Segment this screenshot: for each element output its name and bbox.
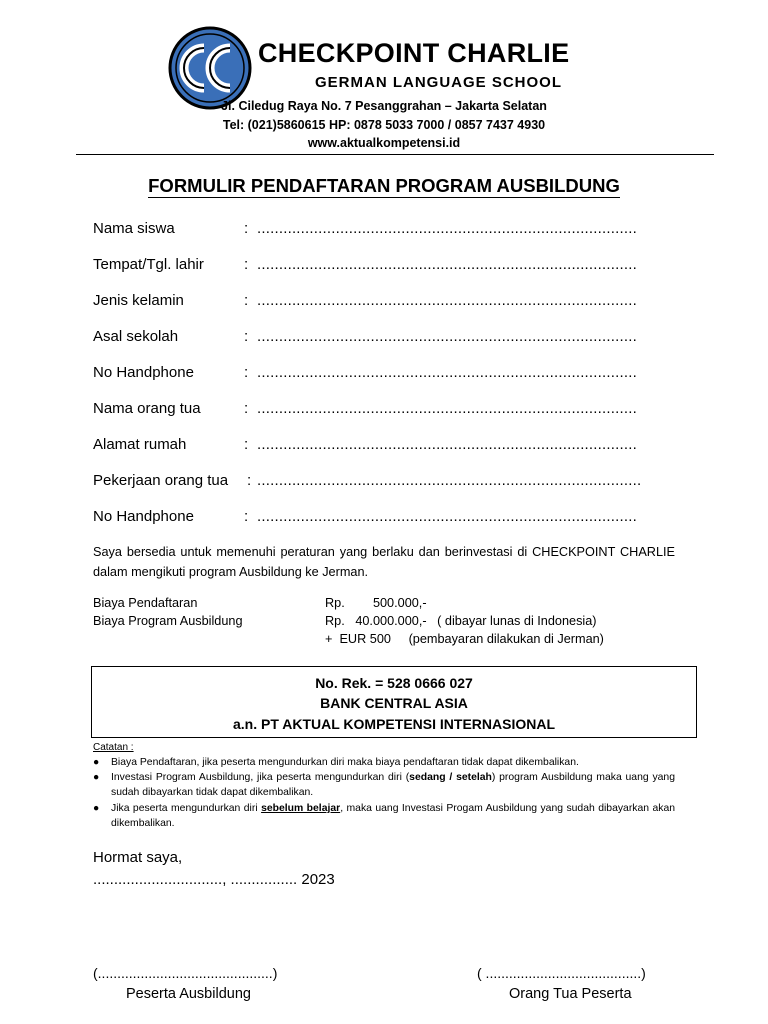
fee-program-amount: Rp. 40.000.000,- ( dibayar lunas di Indonesia)	[325, 614, 597, 628]
field-blank[interactable]: .......................................................................................	[257, 256, 637, 273]
field-colon: :	[244, 220, 249, 237]
bank-name: BANK CENTRAL ASIA	[320, 695, 468, 711]
field-colon: :	[244, 436, 249, 453]
school-subtitle: GERMAN LANGUAGE SCHOOL	[315, 74, 562, 91]
note-item	[93, 802, 675, 831]
closing-greeting: Hormat saya,	[93, 849, 183, 866]
field-label: No Handphone	[93, 508, 194, 525]
note-item	[93, 771, 675, 800]
field-blank[interactable]: .......................................................................................	[257, 400, 637, 417]
cc-logo-icon	[168, 26, 252, 110]
field-label: No Handphone	[93, 364, 194, 381]
field-colon: :	[244, 508, 249, 525]
signature-name-right: Orang Tua Peserta	[509, 986, 632, 1002]
fee-registration-amount: Rp. 500.000,-	[325, 596, 427, 610]
field-label: Pekerjaan orang tua	[93, 472, 229, 489]
field-colon: :	[247, 472, 252, 489]
field-blank[interactable]: .......................................................................................	[257, 364, 637, 381]
field-label: Alamat rumah	[93, 436, 187, 453]
field-blank[interactable]: ........................................................................................	[257, 472, 642, 489]
field-blank[interactable]: .......................................................................................	[257, 436, 637, 453]
field-blank[interactable]: .......................................................................................	[257, 292, 637, 309]
bullet-icon: ●	[93, 803, 100, 814]
field-asal-sekolah[interactable]	[93, 328, 653, 350]
form-title: FORMULIR PENDAFTARAN PROGRAM AUSBILDUNG	[148, 175, 620, 196]
field-colon: :	[244, 256, 249, 273]
field-no-handphone-orang-tua[interactable]	[93, 508, 653, 530]
field-label: Nama orang tua	[93, 400, 201, 417]
fee-program-extra: + EUR 500 (pembayaran dilakukan di Jerman)	[325, 632, 604, 646]
note-item	[93, 756, 675, 771]
bullet-icon: ●	[93, 757, 100, 768]
field-label: Jenis kelamin	[93, 292, 184, 309]
field-nama-siswa[interactable]	[93, 220, 653, 242]
note-text: Biaya Pendaftaran, jika peserta mengundurkan diri maka biaya pendaftaran tidak dapat dikembalikan.	[111, 757, 579, 768]
signature-line-left[interactable]: (.............................................)	[93, 965, 278, 981]
school-website: www.aktualkompetensi.id	[307, 136, 461, 150]
field-colon: :	[244, 400, 249, 417]
note-text: Jika peserta mengundurkan diri sebelum belajar, maka uang Investasi Progam Ausbildung yang sudah dibayarkan akan dikembalikan.	[111, 803, 676, 829]
bank-account-holder: a.n. PT AKTUAL KOMPETENSI INTERNASIONAL	[232, 716, 555, 732]
place-date-line[interactable]: ..............................., ................ 2023	[93, 871, 335, 888]
notes-title: Catatan :	[93, 742, 134, 753]
signature-name-left: Peserta Ausbildung	[126, 986, 251, 1002]
school-logo	[168, 26, 252, 110]
field-nama-orang-tua[interactable]	[93, 400, 653, 422]
note-text: Investasi Program Ausbildung, jika peserta mengundurkan diri (sedang / setelah) program Ausbildung maka uang yang sudah dibayarkan tidak dapat dikembalikan.	[111, 772, 675, 798]
field-label: Asal sekolah	[93, 328, 179, 345]
school-address: Jl. Ciledug Raya No. 7 Pesanggrahan – Jakarta Selatan	[221, 99, 547, 113]
header-divider	[76, 154, 714, 155]
school-name: CHECKPOINT CHARLIE	[258, 38, 570, 68]
field-pekerjaan-orang-tua[interactable]	[93, 472, 653, 494]
field-label: Tempat/Tgl. lahir	[93, 256, 204, 273]
bank-account-number: No. Rek. = 528 0666 027	[315, 675, 473, 691]
bullet-icon: ●	[93, 772, 100, 783]
signature-line-right[interactable]: ( ........................................)	[477, 965, 646, 981]
field-tempat-tgl-lahir[interactable]	[93, 256, 653, 278]
field-colon: :	[244, 292, 249, 309]
field-blank[interactable]: .......................................................................................	[257, 220, 637, 237]
school-phone: Tel: (021)5860615 HP: 0878 5033 7000 / 0857 7437 4930	[222, 118, 546, 132]
field-blank[interactable]: .......................................................................................	[257, 328, 637, 345]
field-blank[interactable]: .......................................................................................	[257, 508, 637, 525]
field-alamat-rumah[interactable]	[93, 436, 653, 458]
fee-registration-label: Biaya Pendaftaran	[93, 596, 198, 610]
field-label: Nama siswa	[93, 220, 175, 237]
statement-paragraph: Saya bersedia untuk memenuhi peraturan yang berlaku dan berinvestasi di CHECKPOINT CHARLIE dalam mengikuti program Ausbildung ke Jerman.	[93, 545, 675, 579]
field-colon: :	[244, 364, 249, 381]
field-no-handphone[interactable]	[93, 364, 653, 386]
field-colon: :	[244, 328, 249, 345]
fee-program-label: Biaya Program Ausbildung	[93, 614, 243, 628]
field-jenis-kelamin[interactable]	[93, 292, 653, 314]
